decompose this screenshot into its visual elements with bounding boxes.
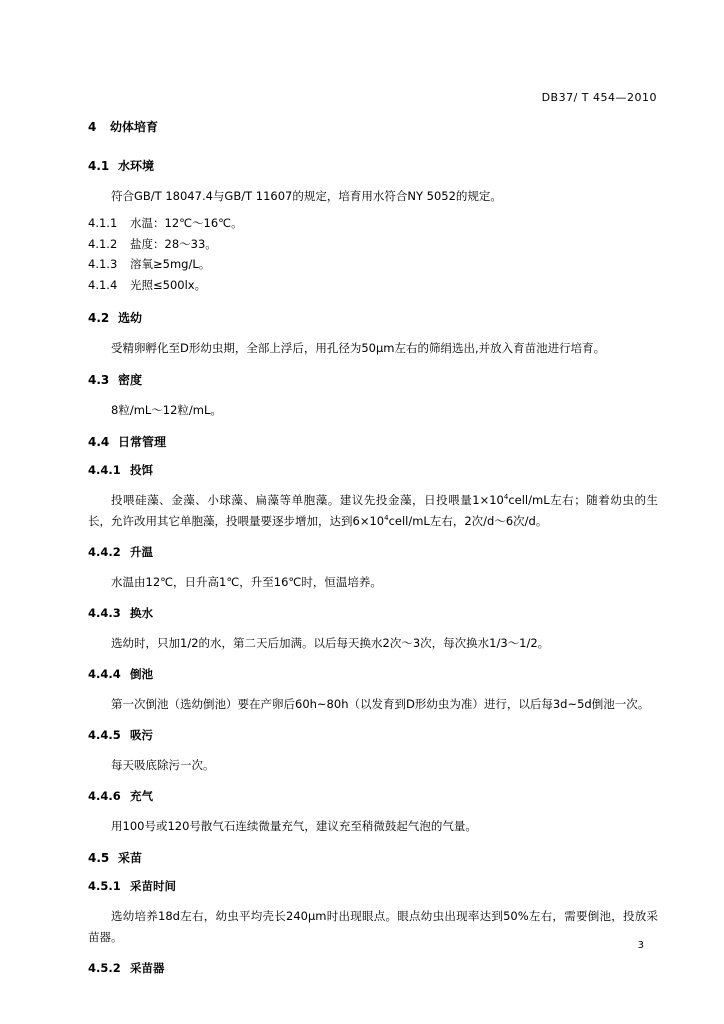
item-number: 4.1.2 — [88, 236, 118, 251]
paragraph-density: 8粒/mL～12粒/mL。 — [111, 403, 222, 417]
superscript: 4 — [384, 514, 389, 522]
section-heading-4-5-2 — [88, 960, 658, 976]
section-number: 4.4.3 — [88, 606, 121, 620]
section-heading-4-3 — [88, 371, 658, 388]
list-item — [88, 234, 658, 255]
section-title: 水环境 — [118, 159, 155, 173]
page-number: 3 — [637, 940, 644, 951]
paragraph-aeration: 用100号或120号散气石连续微量充气，建议充至稍微鼓起气泡的气量。 — [111, 819, 477, 833]
item-text: 水温：12℃～16℃。 — [130, 216, 243, 230]
section-heading-4-4 — [88, 433, 658, 450]
section-number: 4.2 — [88, 311, 110, 325]
document-code: DB37/ T 454—2010 — [541, 91, 657, 104]
section-heading-4-4-4 — [88, 666, 658, 682]
section-title: 幼体培育 — [110, 120, 159, 134]
text-run: cell/mL左右，2次/d～6次/d。 — [388, 514, 548, 528]
paragraph-cleaning: 每天吸底除污一次。 — [111, 758, 215, 772]
section-heading-4-1 — [88, 157, 658, 174]
paragraph-warming: 水温由12℃，日升高1℃，升至16℃时，恒温培养。 — [111, 575, 382, 589]
section-title: 升温 — [130, 545, 153, 559]
section-heading-4 — [88, 118, 658, 135]
section-title: 吸污 — [130, 728, 153, 742]
list-item — [88, 213, 658, 234]
text-run: 投喂硅藻、金藻、小球藻、扁藻等单胞藻。建议先投金藻，日投喂量1×10 — [111, 493, 504, 507]
section-number: 4.4.4 — [88, 667, 121, 681]
section-heading-4-4-1 — [88, 462, 658, 478]
section-heading-4-4-3 — [88, 605, 658, 621]
paragraph-water-change: 选幼时，只加1/2的水，第二天后加满。以后每天换水2次～3次，每次换水1/3～1/2。 — [111, 636, 550, 650]
section-number: 4.4.2 — [88, 545, 121, 559]
section-number: 4.5.1 — [88, 879, 121, 893]
superscript: 4 — [503, 493, 509, 501]
section-heading-4-5 — [88, 849, 658, 866]
section-title: 投饵 — [130, 463, 153, 477]
paragraph-selection: 受精卵孵化至D形幼虫期，全部上浮后，用孔径为50μm左右的筛绢选出,并放入育苗池进行培育。 — [111, 341, 606, 355]
section-title: 倒池 — [130, 667, 153, 681]
section-title: 日常管理 — [118, 435, 167, 449]
section-heading-4-5-1 — [88, 878, 658, 894]
text-run: cell/mL左右；随着幼虫的生长，允许改用其它单胞藻，投喂量要逐步增加，达到6×10 — [88, 493, 658, 528]
item-number: 4.1.3 — [88, 257, 118, 271]
section-title: 采苗时间 — [130, 879, 176, 893]
list-item — [88, 275, 658, 296]
document-body — [88, 118, 658, 988]
paragraph-water-env: 符合GB/T 18047.4与GB/T 11607的规定，培育用水符合NY 5052的规定。 — [111, 189, 502, 203]
section-number: 4.4.6 — [88, 789, 121, 803]
section-title: 采苗 — [118, 851, 143, 865]
paragraph-collection-time: 选幼培养18d左右，幼虫平均壳长240μm时出现眼点。眼点幼虫出现率达到50%左右，需要倒池，投放采苗器。 — [88, 909, 658, 944]
section-number: 4.3 — [88, 373, 110, 387]
item-text: 光照≤500lx。 — [130, 277, 207, 292]
water-parameter-list — [88, 213, 658, 295]
item-number: 4.1.4 — [88, 277, 118, 292]
paragraph-feeding — [88, 490, 658, 532]
section-heading-4-4-2 — [88, 544, 658, 560]
paragraph-tank-transfer: 第一次倒池（选幼倒池）要在产卵后60h~80h（以发育到D形幼虫为准）进行，以后每3d~5d倒池一次。 — [111, 697, 650, 711]
section-number: 4.5 — [88, 851, 110, 865]
item-text: 溶氧≥5mg/L。 — [130, 257, 211, 271]
section-number: 4.5.2 — [88, 961, 121, 975]
section-heading-4-4-6 — [88, 788, 658, 804]
section-number: 4.4 — [88, 435, 110, 449]
list-item — [88, 254, 658, 275]
item-number: 4.1.1 — [88, 216, 118, 230]
section-title: 密度 — [118, 373, 143, 387]
section-number: 4 — [88, 120, 97, 134]
item-text: 盐度：28～33。 — [130, 236, 217, 251]
section-number: 4.1 — [88, 159, 110, 173]
section-title: 充气 — [130, 789, 153, 803]
section-heading-4-4-5 — [88, 727, 658, 743]
section-title: 采苗器 — [130, 961, 165, 975]
section-title: 选幼 — [118, 311, 143, 325]
section-title: 换水 — [130, 606, 153, 620]
section-number: 4.4.5 — [88, 728, 121, 742]
section-number: 4.4.1 — [88, 463, 121, 477]
section-heading-4-2 — [88, 309, 658, 326]
